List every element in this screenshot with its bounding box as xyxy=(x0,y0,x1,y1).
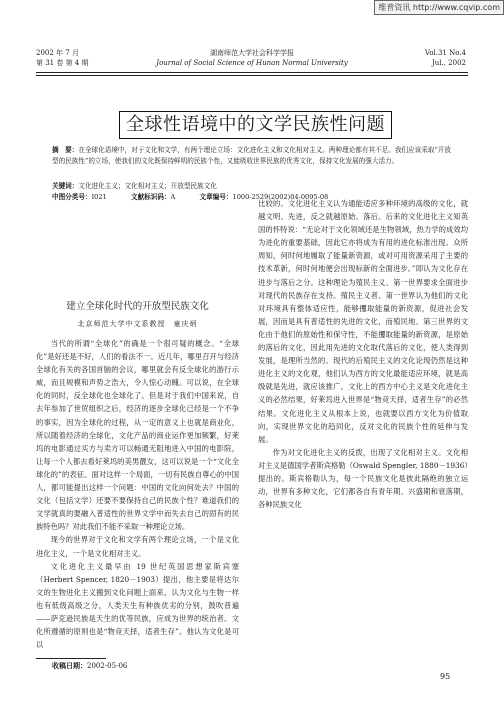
doc-code-value: A xyxy=(170,193,176,201)
cls-value: I021 xyxy=(91,193,107,201)
abstract-label: 摘 要： xyxy=(52,146,79,154)
paper-title: 全球性语境中的文学民族性问题 xyxy=(119,111,392,139)
header-rule-thin xyxy=(36,75,468,76)
abstract-text: 在全球化语境中，对于文化和文学，有两个理论立场：文化进化主义和文化相对主义。两种理论都有其不足。我们应该采取“开放型的民族性”的立场，使我们的文化既保持鲜明的民族个性，又能吸收世界民族的优秀文化，保持文化发展的强大活力。 xyxy=(52,146,451,165)
journal-name-cn: 湖南师范大学社会科学学报 xyxy=(210,49,294,57)
article-id-value: 1000-2529(2002)04-0095-08 xyxy=(232,193,329,201)
left-column xyxy=(36,337,239,651)
volume-number-en: Vol.31 No.4 xyxy=(424,49,466,57)
journal-name-en: Journal of Social Science of Hunan Normal University xyxy=(156,59,348,67)
abstract xyxy=(52,145,452,167)
article-author: 北京师范大学中文系教授 童庆炳 xyxy=(77,320,198,328)
watermark: 维普资讯 http://www.cqvip.com xyxy=(374,0,504,15)
article-id-label: 文章编号： xyxy=(199,193,233,201)
right-column xyxy=(258,197,468,511)
paragraph: 作为对文化进化主义的反拨，出现了文化相对主义。文化相对主义是德国学者斯宾格勒（Oswald Spengler, 1880－1936）提出的。斯宾格勒认为，每一个民族文化是彼此隔绝的独立运动，世界有多种文化，它们都各自有青年期、兴盛期和衰落期，各种民族文化 xyxy=(258,447,468,510)
cls-label: 中图分类号： xyxy=(52,193,92,201)
header-rule-thick xyxy=(36,72,468,73)
paragraph: 现今的世界对于文化和文学有两个理论立场，一个是文化进化主义，一个是文化相对主义。 xyxy=(36,535,239,558)
received-label: 收稿日期： xyxy=(52,662,87,670)
paragraph: 比较的。文化进化主义认为通能适应多种环境的高级的文化，就越文明、先进，反之就越原始、落后。后来的文化进化主义知英国的怀特说：“无论对于文化领域还是生物领域，热力学的成效均为进化的重要基础，因此它亦将成为有用的进化标准出现。众所周知，何时何地履取了能量新资源，或对可用资源采用了主要的技术革新，何时何地便会出现标新的全面进步。”即认为文化存在进步与落后之分。这种理论为殖民主义、第一世界要求全面进步对现代的民族存在支持。殖民主义者、第一世界认为他们的文化对环境具有整体适应性，能够攫取能量的新资源，促进社会发展，因而是具有普适性的先进的文化，而殖民地、第三世界的文化由于他们的原始性和保守性，不能攫取能量的新资源，是原始的落后的文化，因此用先进的文化取代落后的文化，使人类得到发展，是理所当然的。现代的后殖民主义的文化论现仍然是这种进化主义的文化观，他们认为西方的文化最能适应环境，就是高级就是先进，就应该推广。文化上的西方中心主义是文化进化主义的必然结果，好莱坞进入世界是“物竞天择，适者生存”的必然结果。文化进化主义从根本上说，也就要以西方文化为价值取向，实现世界文化的趋同化，反对文化的民族个性的延伸与发展。 xyxy=(258,199,468,444)
received-date xyxy=(52,661,127,671)
header-right xyxy=(425,48,466,68)
article-subtitle: 建立全球化时代的开放型民族文化 xyxy=(66,301,209,312)
received-value: 2002-05-06 xyxy=(87,662,128,670)
date-en: Jul., 2002 xyxy=(431,59,466,67)
keywords-text: 文化进化主义；文化相对主义；开放型民族文化 xyxy=(78,182,217,190)
volume-issue: 第 31 卷 第 4 期 xyxy=(36,59,89,67)
keywords xyxy=(52,181,452,192)
issue-date: 2002 年 7 月 xyxy=(36,49,79,57)
footnote-rule xyxy=(36,658,106,659)
paragraph: 当代的所谓“全球化”的确是一个很可疑的概念。“全球化”是好还是不好，人们的看法不一。近几年，哪里召开与经济全球化有关的各国首脑的会议，哪里就会有反全球化的游行示威，而且规模和声势之浩大，令人惊心动魄。可以说，在全球化的同时，反全球化也全球化了。但是对于我们中国来说，自去年参加了世贸组织之后，经济的逐步全球化已经是一个不争的事实，因为全球化的过程，从一定的意义上也就是商业化，所以随着经济的全球化，文化产品的商业运作更加频繁，好莱坞的电影通过买方与卖方可以畅通无阻地进入中国的电影院，让每一个人都去看好莱坞的美男靓女，这可以说是一个“文化全球化的”的表征。面对这样一个局面，一切有民族自尊心的中国人，都可能提出这样一个问题：中国的文化向何处去？中国的文化（包括文学）还要不要保持自己的民族个性？难道我们的文学就真的要融入普适性的世界文学中而失去自己的固有的民族特色吗？对此我们不能不采取一种理论立场。 xyxy=(36,339,239,532)
doc-code-label: 文献标识码： xyxy=(130,193,171,201)
page-number: 95 xyxy=(440,672,451,681)
keywords-label: 关键词： xyxy=(52,182,79,190)
paragraph: 文化进化主义最早由 19 世纪英国思想家斯宾塞（Herbert Spencer, 1820－1903）提出，他主要是将达尔文的生物进化主义搬到文化问题上面来，认为文化与生物一样也有低级高级之分，人类天生有种族优劣的分别，鼓吹普遍——萨克逊民族是天生的优等民族，应成为世界的统治者。文化所遵循的原则也是“物竞天择，适者生存”。他认为文化是可以 xyxy=(36,561,239,650)
